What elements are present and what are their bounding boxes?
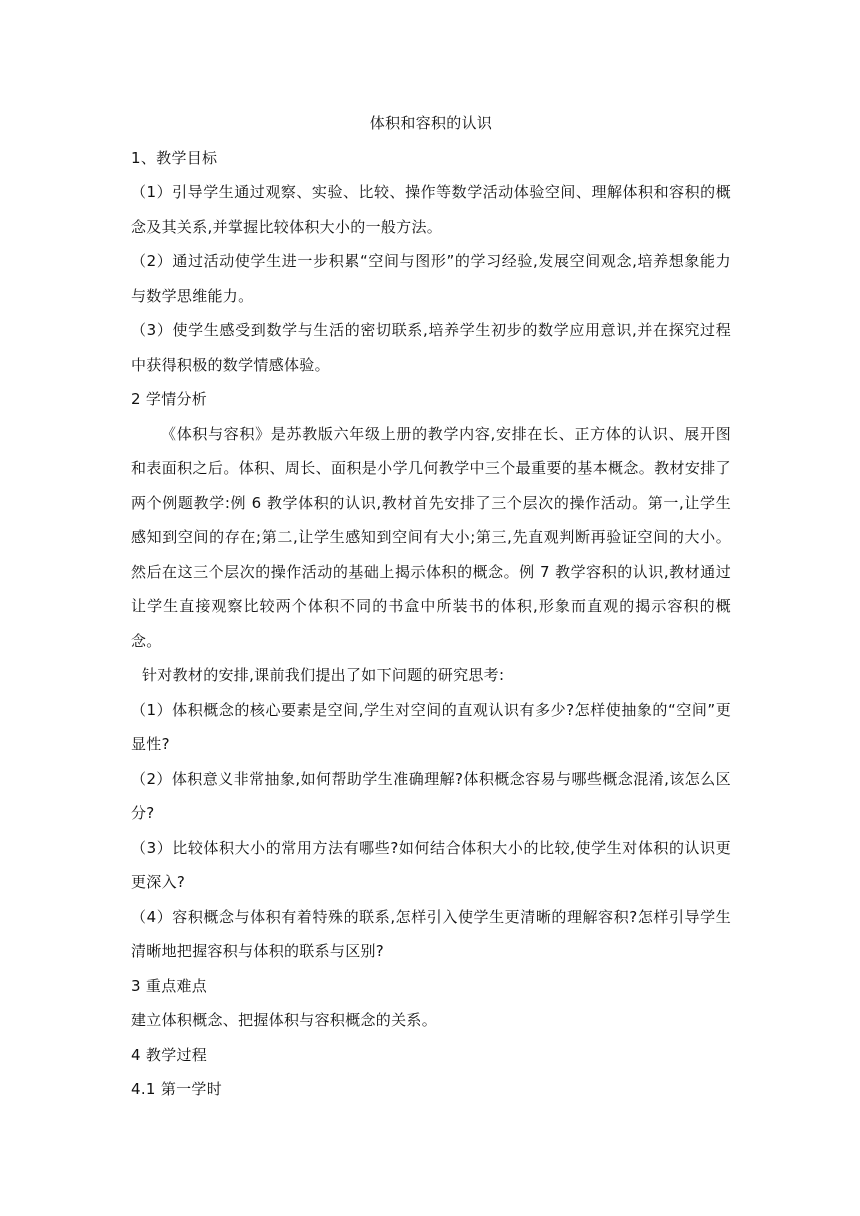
analysis-question-4: （4）容积概念与体积有着特殊的联系,怎样引入使学生更清晰的理解容积?怎样引导学生清晰地把握容积与体积的联系与区别? xyxy=(131,907,731,960)
section-heading-objectives: 1、教学目标 xyxy=(131,148,218,167)
analysis-question-3: （3）比较体积大小的常用方法有哪些?如何结合体积大小的比较,使学生对体积的认识更更深入? xyxy=(131,838,731,891)
section-heading-analysis: 2 学情分析 xyxy=(131,390,208,408)
objective-item-1: （1）引导学生通过观察、实验、比较、操作等数学活动体验空间、理解体积和容积的概念及其关系,并掌握比较体积大小的一般方法。 xyxy=(131,183,731,236)
document-body xyxy=(131,106,731,1107)
document-title: 体积和容积的认识 xyxy=(369,114,493,132)
objective-item-2: （2）通过活动使学生进一步积累“空间与图形”的学习经验,发展空间观念,培养想象能力与数学思维能力。 xyxy=(131,252,731,305)
analysis-question-2: （2）体积意义非常抽象,如何帮助学生准确理解?体积概念容易与哪些概念混淆,该怎么区分? xyxy=(131,769,731,822)
objective-item-3: （3）使学生感受到数学与生活的密切联系,培养学生初步的数学应用意识,并在探究过程中获得积极的数学情感体验。 xyxy=(131,321,731,374)
analysis-questions-intro: 针对教材的安排,课前我们提出了如下问题的研究思考: xyxy=(142,666,505,684)
key-points-text: 建立体积概念、把握体积与容积概念的关系。 xyxy=(131,1011,438,1029)
section-heading-key-points: 3 重点难点 xyxy=(131,976,208,995)
analysis-question-1: （1）体积概念的核心要素是空间,学生对空间的直观认识有多少?怎样使抽象的“空间”更显性? xyxy=(131,700,731,753)
section-heading-process: 4 教学过程 xyxy=(131,1045,208,1064)
subsection-heading-first-lesson: 4.1 第一学时 xyxy=(131,1080,223,1098)
analysis-paragraph: 《体积与容积》是苏教版六年级上册的教学内容,安排在长、正方体的认识、展开图和表面积之后。体积、周长、面积是小学几何教学中三个最重要的基本概念。教材安排了两个例题教学:例 6 教学体积的认识,教材首先安排了三个层次的操作活动。第一,让学生感知到空间的存在;第二,让学生感知到空间有大小;第三,先直观判断再验证空间的大小。然后在这三个层次的操作活动的基础上揭示体积的概念。例 7 教学容积的认识,教材通过让学生直接观察比较两个体积不同的书盒中所装书的体积,形象而直观的揭示容积的概念。 xyxy=(131,424,731,650)
